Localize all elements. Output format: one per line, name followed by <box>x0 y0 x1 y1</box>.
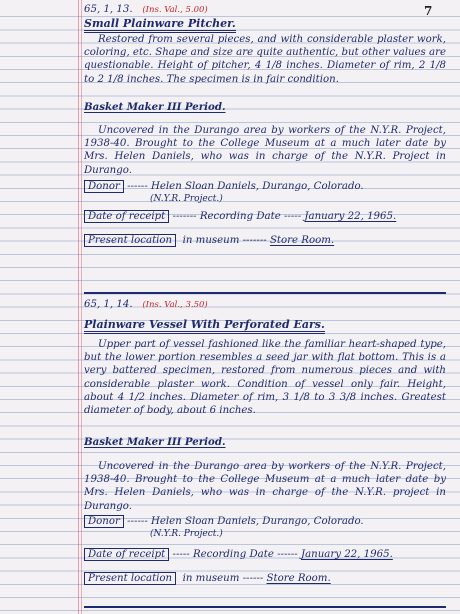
entry2-donor-line: Donor ------ Helen Sloan Daniels, Durango, Colorado. <box>84 515 364 528</box>
entry2-culture <box>84 436 226 449</box>
entry2-culture-text: Basket Maker III Period. <box>84 436 226 448</box>
entry2-receipt-value: Recording Date <box>192 549 274 560</box>
entry2-catalog-number: 65, 1, 14. <box>84 299 133 310</box>
entry1-donor: Helen Sloan Daniels, Durango, Colorado. <box>151 181 364 192</box>
entry1-location-label: Present location <box>84 234 176 247</box>
entry1-culture-text: Basket Maker III Period. <box>84 101 226 113</box>
entry2-location-label: Present location <box>84 572 176 585</box>
bottom-divider <box>84 606 446 608</box>
entry1-location-line: Present location in museum ------- Store Room. <box>84 234 334 247</box>
section-divider <box>84 292 446 294</box>
entry2-title-text: Plainware Vessel With Perforated Ears. <box>84 318 325 334</box>
entry1-receipt-value: Recording Date <box>199 211 281 222</box>
entry2-insured-value: (Ins. Val., 3.50) <box>142 300 208 310</box>
entry2-donor-label: Donor <box>84 515 124 528</box>
entry2-header <box>84 298 208 312</box>
page-number: 7 <box>424 4 433 18</box>
entry1-title <box>84 17 236 30</box>
entry1-provenance: Uncovered in the Durango area by workers of the N.Y.R. Project, 1938-40. Brought to the College Museum at a much later date by Mrs. Helen Daniels, who was in charge of the N.Y.R. Project in Durango. <box>84 125 446 176</box>
entry1-description: Restored from several pieces, and with considerable plaster work, coloring, etc. Shape and size are quite authentic, but other values are questionable. Height of pitcher, 4 1/8 inches. Diameter of rim, 2 1/8 to 2 1/8 inches. The specimen is in fair condition. <box>84 34 446 85</box>
entry2-donor-note: (N.Y.R. Project.) <box>150 529 223 539</box>
entry2-description: Upper part of vessel fashioned like the familiar heart-shaped type, but the lower portion resembles a seed jar with flat bottom. This is a very battered specimen, restored from numerous pieces and with considerable plaster work. Condition of vessel only fair. Height, about 4 1/2 inches. Diameter of rim, 3 1/8 to 3 3/8 inches. Greatest diameter of body, about 6 inches. <box>84 339 446 417</box>
entry1-location-mid: in museum <box>182 235 240 246</box>
entry2-receipt-line: Date of receipt ----- Recording Date ------ January 22, 1965. <box>84 548 393 561</box>
entry2-title <box>84 318 325 331</box>
entry1-insured-value: (Ins. Val., 5.00) <box>142 5 208 15</box>
entry2-receipt-date: January 22, 1965. <box>300 549 393 560</box>
entry2-location-value: Store Room. <box>266 573 331 584</box>
entry1-culture <box>84 101 226 114</box>
entry2-location-line: Present location in museum ------ Store Room. <box>84 572 331 585</box>
entry1-receipt-line: Date of receipt ------- Recording Date ----- January 22, 1965. <box>84 210 396 223</box>
entry2-receipt-label: Date of receipt <box>84 548 169 561</box>
entry1-location-value: Store Room. <box>269 235 335 246</box>
entry1-header <box>84 3 208 17</box>
entry1-donor-note: (N.Y.R. Project.) <box>150 194 223 204</box>
entry2-location-mid: in museum <box>182 573 240 584</box>
entry1-donor-line: Donor ------ Helen Sloan Daniels, Durango, Colorado. <box>84 180 364 193</box>
entry1-receipt-date: January 22, 1965. <box>304 211 397 222</box>
entry1-donor-label: Donor <box>84 180 124 193</box>
entry2-provenance: Uncovered in the Durango area by workers of the N.Y.R. Project, 1938-40. Brought to the College Museum at a much later date by Mrs. Helen Daniels, who was in charge of the N.Y.R. project in Durango. <box>84 461 446 512</box>
entry1-title-text: Small Plainware Pitcher. <box>84 17 236 33</box>
entry1-catalog-number: 65, 1, 13. <box>84 4 133 15</box>
entry1-receipt-label: Date of receipt <box>84 210 169 223</box>
entry2-donor: Helen Sloan Daniels, Durango, Colorado. <box>151 516 364 527</box>
